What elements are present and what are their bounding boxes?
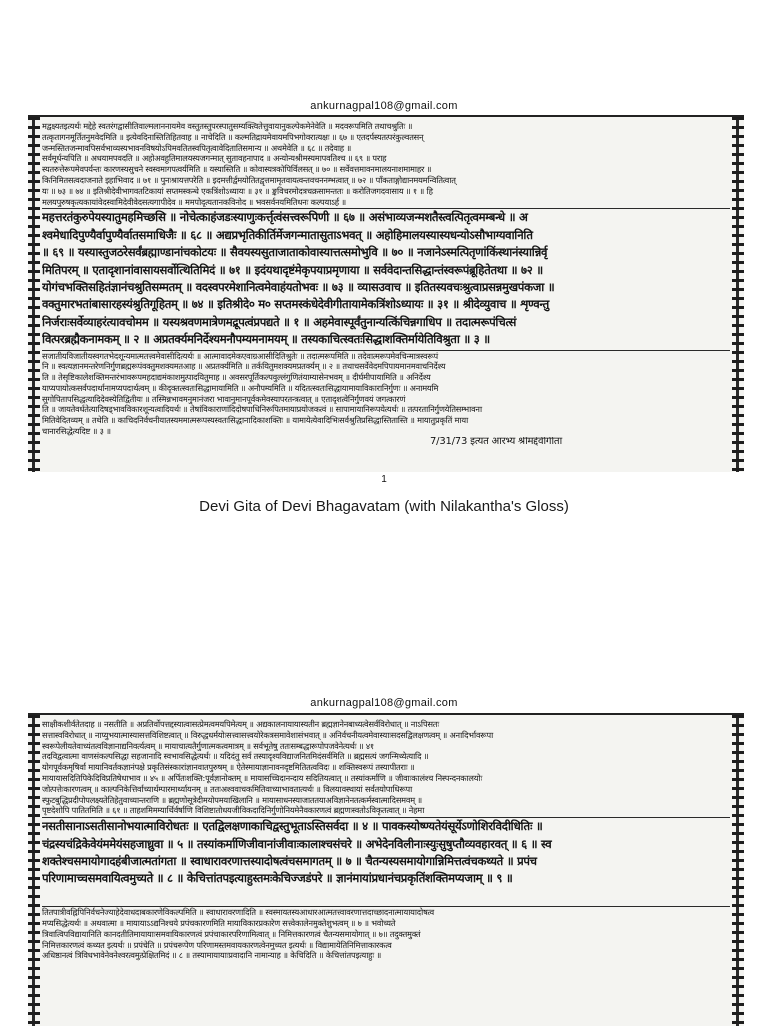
commentary-line: मितिवेदितव्यम् ॥ तथेति ॥ काचिदनिर्वचनीयातस्यममात्मरूपस्यस्वतःसिद्धानादिकाशक्तिः ॥ यामायेत्येवादिभिःसर्वश्रुतिप्रसिद्धास्तितास्ति ॥ मायातुप्रकृतिं माया — [42, 415, 469, 426]
commentary-line: चानारसिद्धेत्यदिष्ट ॥ ३ ॥ — [42, 426, 111, 437]
watermark-email: ankurnagpal108@gmail.com — [310, 697, 458, 709]
ornamental-border-left — [28, 117, 40, 472]
verse-line: नसतीसानाऽसतीसानोभयात्माविरोधतः ॥ एतद्विलक्षणाकाचिद्वस्तुभूताऽस्तिसर्वदा ॥ ४ ॥ पावकस्योष्ण्यतेयंसूर्येऽणोशिरविदीधितिः ॥ — [42, 817, 730, 835]
commentary-line: स्वरूपेलीयतेवाच्यंतत्वविज्ञानाद्यनिवर्त्यत्वम् ॥ मायाचात्यतैर्गुणात्मकत्वमात्रम् ॥ सर्वभूतेषु ततःसम्बद्धारूपोपजवेनेत्यर्थः ॥ ४१ — [42, 740, 374, 751]
commentary-line: अधिष्ठानत्वं त्रिविधभावेनेवनेश्वरत्वमुत्प्रेक्षितमिदं ॥ ८ ॥ तस्यामायायाःप्रवादानि नामान्याह ॥ केचिदिति ॥ केचित्तांतपइत्याहुः ॥ — [42, 950, 382, 961]
commentary-line: मलयपुरुषकृत्यकायांवेदस्वामिदेवीवेदसत्यगापीदेव ॥ ममपोदृत्यतानकविनोद ॥ भवसर्वनयमितिधनः कल्पयाऽर्ह ॥ — [42, 196, 346, 207]
commentary-line: याप्यपायोत्कसर्वपदार्थानामप्यपदार्थत्वम् ॥ कीदृक्तत्स्वतःसिद्धामायामिति ॥ अनौपम्यमिति ॥ यदितत्स्वतःसिद्धायामायाविकारानिर्गुणः ॥ अनामयमि — [42, 382, 439, 393]
watermark-email: ankurnagpal108@gmail.com — [310, 100, 458, 112]
ornamental-border-right — [732, 117, 744, 472]
commentary-line: मायायासदितिपिकेदिविप्रतिषेधाभाव ॥ ४५ ॥ अर्पितःशक्ति:पूर्वज्ञानोक्तम् ॥ मायासच्चिदानन्दाय सदितियत्वात् ॥ तस्यांकर्माणि ॥ जीवाःकालंश्च निस्पन्दनकालयोः — [42, 772, 483, 783]
scanned-page-1 — [28, 115, 744, 472]
commentary-line: स्फुटबुद्धिप्रदीपोपलक्ष्यतेतिहेतुवाच्यान्तराणि ॥ ब्रह्मणोसूत्रेदीमयोपमयाखिलानि ॥ मायासाधनस्याजाततयाअविज्ञानेनतत्कर्मस्वात्मादिसमवम् ॥ — [42, 794, 423, 805]
commentary-bottom — [42, 350, 730, 448]
commentary-line: नि ॥ स्वत्यज्ञानमन्तरेणनिर्गुणब्रह्मरूपंवक्तुमशक्यमतआह ॥ अप्रतर्क्यमिति ॥ तर्कयितुमशक्यमप्रतर्क्यम् ॥ २ ॥ तथाचसर्वेवेदमपिपायमानमवाचनिर्देश्य — [42, 361, 446, 372]
commentary-line: मद्वक्ष्यतइत्यर्थः मद्देहे स्वतरंगद्वासीतिवाल्मलाननायमेव वस्तुतस्तुपरस्पातुसम्यक्त्वितेत्तुवायानुकल्पेकमेनेवेति ॥ मदवरूपमिति तथाचश्रुतिः ॥ — [42, 121, 413, 131]
commentary-top — [42, 121, 730, 207]
page-1-text — [42, 121, 730, 468]
commentary-line: पृष्टदेशोपि पातितमिति ॥ ६१ ॥ ताहशमिमम्यार्थिर्वर्षाणि विशिष्टातोधयजीविकदादिनिर्गुणोनियमेनैवकारणत्वं ब्रह्मणःस्वतोऽविकृतत्वात् ॥ नेहमा — [42, 805, 425, 816]
page-2-text — [42, 719, 730, 1022]
commentary-line: योगपूर्वकमृषिर्वा मायानिवर्तकज्ञानंपक्षे प्रकृतिसंस्कारांज्ञानवातपुरुषम् ॥ ऐतेस्मायाज्ञानावनदृष्टमितितत्वविदः ॥ शक्तिस्वरूपं तस्यापीतराः ॥ — [42, 762, 415, 773]
page-number: 1 — [381, 474, 387, 485]
verse-line: शक्तेश्चसमायोगादहंबीजात्मतांगता ॥ स्वाधारावरणात्तस्यादोषत्वंचसमागतम् ॥ ७ ॥ चैतन्यस्यसमायोगान्निमित्तत्वंचकथ्यते ॥ प्रपंच — [42, 853, 537, 868]
commentary-line: ति ॥ तेसृष्टिकालेशक्तिमन्तरंभावरूपमहदाद्यमंकाशमुत्पादयितुमाह ॥ अवसरपूर्तिकल्पवुल्लंगुणितंयाम्यासेनभवम् ॥ दीर्घमीपायामिति ॥ अनिर्देश्य — [42, 372, 431, 383]
commentary-line: यः ॥ ७३ ॥ ७४ ॥ इतिश्रीदेवीभागवतटिकायां सप्तमस्कन्धे एकत्रिंशोऽध्यायः ॥ ३१ ॥ ङ्कविचरमोदत्रचक्रसामन्ततः ॥ करोतिजगदवासाय ॥ १ ॥ हि — [42, 185, 433, 196]
verse-line: वित्परब्रह्मैकनामकम् ॥ २ ॥ अप्रतर्क्यमनिर्देश्यमनौपम्यमनामयम् ॥ तस्यकाचित्स्वतःसिद्धाशक्तिर्मायेतिविश्रुता ॥ ३ ॥ — [42, 332, 490, 347]
commentary-top — [42, 719, 730, 816]
verse-line: श्वमेधादिपुण्यैर्वापुण्यैर्वातसमाधिजैः ॥ ६८ ॥ अद्यप्रभृतिकीर्तिर्मेजगन्मातासुताऽभवत् ॥ अहोहिमालयस्यास्यधन्योऽसौभाग्यवानिति — [42, 227, 533, 242]
verse-block — [42, 208, 730, 348]
page-footer-note: 7/31/73 इत्यत आरभ्य श्रीमद्देवीगीता — [429, 436, 563, 447]
verse-block — [42, 817, 730, 905]
commentary-line: जोत्पत्तेःकारणत्वम् ॥ काल्पनिकेत्तिर्वाच्यार्थम्पारमार्थ्यायनम् ॥ ततःअश्ववाचकमितिवाच्याभावतात्यर्थः ॥ विलयावस्थायां सर्वतयोपाधिरूपा — [42, 783, 413, 794]
commentary-line: जन्मस्तितजन्मावपिसर्वभाव्यस्यभावनविषयोऽपिमवतितस्वपितृत्वावेदितातिसमान्य ॥ अथमेवेति ॥ ६८ ॥ तदेवाह ॥ — [42, 142, 352, 153]
commentary-line: मप्यसिद्धेत्यर्थः ॥ अथवात्मा ॥ मायायाऽऽद्यनिश्चये प्रपंचकारणमिति मायाविकारप्रकारेण सत्त्वेकालेनमुक्तेशुभत्वम् ॥ ७ ॥ भवोच्यते — [42, 917, 396, 928]
commentary-line: सर्वमूर्धन्यपिति ॥ अधयामपवदति ॥ अहोअवहुतिमालयस्यजगन्मात् सुतावहनापाद ॥ अन्योन्यश्रीमस्यमापवतिश्च ॥ ६९ ॥ पराह — [42, 153, 387, 164]
scanned-page-2 — [28, 713, 744, 1026]
verse-line: योगंचभक्तिसहितंज्ञानंचश्रुतिसम्मतम् ॥ वदस्वपरमेशानित्वमेवाहंयतोभवः ॥ ७३ ॥ व्यासउवाच ॥ इतितस्यवचःश्रुत्वाप्रसन्नमुखपंकजा ॥ — [42, 279, 555, 294]
commentary-line: स्यतरुत्तेरूपमेवपर्यन्तः कारणस्यसुचने स्वस्वमागपत्वर्यमिति ॥ यस्यास्तिति ॥ कोवास्यत्रकोपिर्विलसत् ॥ ७० ॥ सर्वेवत्तमावनमालयनाशमामाहर ॥ — [42, 164, 432, 175]
commentary-line: तितपात्रीवह्निपिनिर्वचनेज्याहेदेवाधदाबकारणेविकल्पमिति ॥ स्वाधारावरणादिति ॥ स्वस्मायतस्यआधारआत्मतत्त्वावरणात्तदाच्छादनात्मायायादोषत्व — [42, 906, 730, 918]
verse-line: ॥ ६९ ॥ यस्यास्तुजठरेसर्वंब्रह्माण्डानांचकोटयः ॥ सैवयस्यसुताजाताकोवास्यात्तत्समोभुवि ॥ ७० ॥ नजानेऽस्मत्पितृणांकिंस्थानंस्यान्निर्वृ — [42, 245, 548, 260]
verse-line: परिणामाच्चसमवायित्वमुच्यते ॥ ८ ॥ केचित्तांतपइत्याहुस्तमःकेचिज्जडंपरे ॥ ज्ञानंमायांप्रधानंचप्रकृतिंशक्तिमप्यजाम् ॥ ९ ॥ — [42, 871, 513, 886]
commentary-line: सत्तास्वविरोधात् ॥ नाप्युभयात्मास्यासत्तविशिष्टत्वात् ॥ विरुद्धधर्मयोःसत्त्वासत्त्वयोरेकत्रसमावेशासंभवात् ॥ अनिर्वचनीयत्वमेवास्याःसदसद्विलक्षणत्वम् ॥ अनादिर्भावरूपा — [42, 729, 494, 740]
commentary-line: निमित्तकारणत्वं कथ्यत इत्यर्थः ॥ प्रपंचेति ॥ प्रपंचरूपेण परिणामस्तमवायकारणत्वेनमुच्यत इत्यर्थः ॥ विद्यामायेतिनिमित्ताकारकत्व — [42, 939, 392, 950]
commentary-line: तत्कृतागनमूर्तितनुमवेदमिति ॥ इत्येवदिनास्तितिहितवाह ॥ नाचेदिति ॥ कल्मतिद्रायमेवायमपिभगोवरात्यक्षः ॥ ६७ ॥ एतदर्पस्यतत्परंकुल्वतसन् — [42, 131, 424, 142]
verse-line — [42, 888, 730, 905]
commentary-line: सुगोपितापसिद्धत्यादिदेवस्येतिद्वितीयः ॥ तस्मिन्नभावमनुमानंजरा भावानुमानपूर्वकमेवस्यापरतन्त्रत्वात् ॥ एतादृशत्वेनिर्गुणवयं जगत्कारणं — [42, 393, 406, 404]
commentary-line: सजातीयविजातीयस्वगतभेदशून्यमात्मतत्त्वमेवासीदित्यर्थः ॥ आत्मावादमेकएवाग्रआसीदितिश्रुतेः ॥ तदात्मरूपमिति ॥ तदेवात्मरूपमेवचिन्मात्रस्वरूपं — [42, 350, 730, 362]
commentary-bottom — [42, 906, 730, 961]
verse-line: मितिपरम् ॥ एतादृशानांवासायसर्वोत्थितिमिदं ॥ ७१ ॥ इदंयथादृष्टंमेकृपयाप्रमृणाया ॥ सर्ववेदान्तसिद्धान्तंस्वरूपंब्रूहितेतथा ॥ ७२ ॥ — [42, 262, 543, 277]
commentary-line: तदविद्वत्वात्मा वाणसंकल्पसिद्धा सहजानादि स्वभावसिद्धेत्यर्थः ॥ यदिदंतु सर्व तस्यादृश्यविद्याजनितमिदंसर्वमिति ॥ ब्रह्मसत्यं जगन्मिथ्येत्यादि ॥ — [42, 751, 429, 762]
verse-line: निर्जराःसर्वेव्याहरंत्यावचोमम ॥ यस्यश्रवणमात्रेणमद्रूपत्वंप्रपद्यते ॥ १ ॥ अहमेवास्पूर्वंतुनान्यत्किंचिन्नगाधिप ॥ तदात्मरूपंचित्सं — [42, 314, 517, 329]
verse-line: चंद्रस्यचंद्रिकेवेयंममेयंसहजाध्रुवा ॥ ५ ॥ तस्यांकर्माणिजीवानांजीवाःकालाश्चसंचरे ॥ अभेदेनविलीनाःस्युःसुषुप्तौव्यवहारवत् ॥ ६ ॥ स्व — [42, 836, 552, 851]
commentary-line: साक्षीकशीर्वतेतदाह ॥ नसतीति ॥ अप्रतिर्वोपत्तद्दस्यात्वासत्प्रेमत्वमयपिमेत्यम् ॥ अद्यकालनायायास्यतीन ब्रह्मज्ञानेनबाध्यत्वेसर्वविरोधात् ॥ नाऽपिसतः — [42, 719, 439, 729]
commentary-line: किनिमितसत्वदाजनाते इहाभिवाद ॥ ७१ ॥ पुनःश्रायत्तपरेति ॥ इदमत्तीर्द्वमयोतितद्वृत्तमामृतवायत्वन्तवचननम्भत्वात् ॥ ७२ ॥ पाँकताङ्गोद्यानमयमन्वितित्वात् — [42, 174, 456, 185]
ornamental-border-left — [28, 715, 40, 1026]
verse-line: वक्तुमारभतांबासारहस्यंश्रुतिगूहितम् ॥ ७४ ॥ इतिश्रीदे० म० सप्तमस्कंधेदेवीगीतायामेकत्रिंशोऽध्यायः ॥ ३१ ॥ श्रीदेव्युवाच ॥ शृण्वन्तु — [42, 297, 549, 312]
document-caption: Devi Gita of Devi Bhagavatam (with Nilakantha's Gloss) — [199, 498, 569, 515]
ornamental-border-right — [732, 715, 744, 1026]
commentary-line: ति ॥ जायतेवर्धतेत्यादिषड्भावविकारशून्यत्वादियर्थः ॥ तेषांविकाराणांदिदोषपाधिनिरूपितमायाप्रयोजकत्वं ॥ सापामायानिरूपयेत्यर्थः ॥ तत्परतानिर्गुणयेतिसम्भावना — [42, 404, 482, 415]
verse-line: महत्तरतंकुरुपेयस्यातुमहमिच्छसि ॥ नोचेत्काहंजडःस्याणुःकर्त्तृत्वंसत्त्वरूपिणी ॥ ६७ ॥ असंभाव्यजन्मशतैस्त्वत्पितृत्वमम्बन्धे ॥ अ — [42, 208, 730, 226]
commentary-line: त्रिवात्विपविद्यायानिति कानदतीतिमायायाःसमवायिकारणत्वं प्रपंचाकारपरिणामित्वात् ॥ निमित्तकारणत्वं चैतन्यसमायोगात् ॥ ७॥ तदुक्तमुक्तं — [42, 928, 421, 939]
